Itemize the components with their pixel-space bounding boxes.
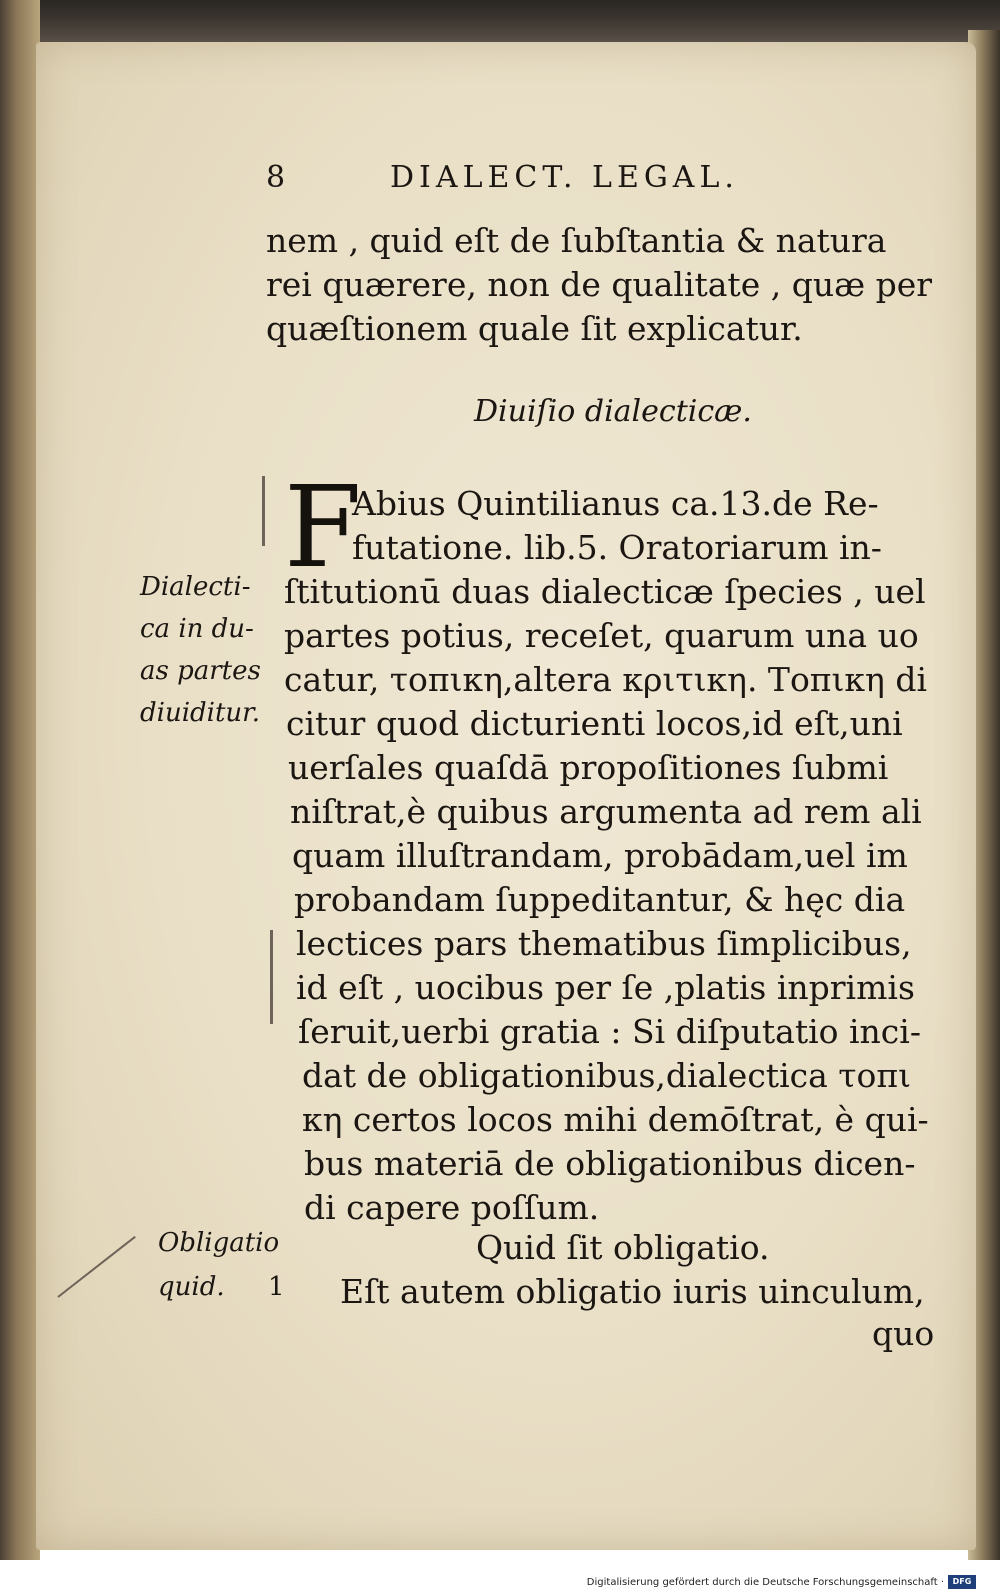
text-line: citur quod dicturienti locos,id eſt,uni xyxy=(286,704,903,743)
text-line: rei quærere, non de qualitate , quæ per xyxy=(266,265,933,304)
pencil-mark xyxy=(262,476,265,546)
dfg-logo: DFG xyxy=(948,1575,976,1589)
drop-cap-initial: F xyxy=(284,463,362,593)
digitization-credit: Digitalisierung gefördert durch die Deutsche Forschungsgemeinschaft · xyxy=(586,1577,944,1588)
book-edge-left xyxy=(0,0,40,1560)
text-line: quam illuſtrandam, probādam,uel im xyxy=(292,836,908,875)
margin-note-line: as partes xyxy=(140,656,261,686)
text-line: dat de obligationibus,dialectica τοπι xyxy=(302,1056,912,1095)
text-line: Abius Quintilianus ca.13.de Re- xyxy=(352,484,879,523)
section-heading: Diuiſio dialecticæ. xyxy=(474,394,752,429)
text-line: di capere poſſum. xyxy=(304,1188,600,1227)
page-header xyxy=(266,160,786,204)
text-line: Eſt autem obligatio iuris uinculum, xyxy=(340,1272,925,1311)
text-line: quæſtionem quale ſit explicatur. xyxy=(266,309,803,348)
text-line: uerſales quaſdā propoſitiones ſubmi xyxy=(288,748,889,787)
text-line: ſeruit,uerbi gratia : Si diſputatio inci- xyxy=(298,1012,921,1051)
text-line: bus materiā de obligationibus dicen- xyxy=(304,1144,916,1183)
catchword: quo xyxy=(872,1314,935,1353)
text-line: κη certos locos mihi demōſtrat, è qui- xyxy=(302,1100,929,1139)
running-title: DIALECT. LEGAL. xyxy=(390,160,739,195)
margin-note-line: 1 xyxy=(268,1272,285,1302)
margin-note-line: Obligatio xyxy=(158,1228,280,1258)
text-line: id eſt , uocibus per ſe ,platis inprimis xyxy=(296,968,915,1007)
pencil-mark xyxy=(270,930,273,1024)
margin-note-line: diuiditur. xyxy=(140,698,261,728)
text-line: catur, τοπικη,altera κριτικη. Τοπικη di xyxy=(284,660,928,699)
margin-note-line: quid. xyxy=(158,1272,225,1302)
text-line: probandam ſuppeditantur, & hęc dia xyxy=(294,880,906,919)
text-line: niſtrat,è quibus argumenta ad rem ali xyxy=(290,792,922,831)
text-line: nem , quid eſt de ſubſtantia & natura xyxy=(266,221,887,260)
margin-note-line: Dialecti- xyxy=(140,572,251,602)
text-line: futatione. lib.5. Oratoriarum in- xyxy=(352,528,882,567)
text-line: lectices pars thematibus ſimplicibus, xyxy=(296,924,912,963)
text-line: ſtitutionū duas dialecticæ ſpecies , uel xyxy=(284,572,926,611)
text-line: partes potius, receſet, quarum una uo xyxy=(284,616,919,655)
section-heading: Quid ſit obligatio. xyxy=(476,1228,770,1267)
margin-note-line: ca in du- xyxy=(140,614,254,644)
book-edge-top xyxy=(0,0,1000,44)
folio-number: 8 xyxy=(266,160,289,195)
